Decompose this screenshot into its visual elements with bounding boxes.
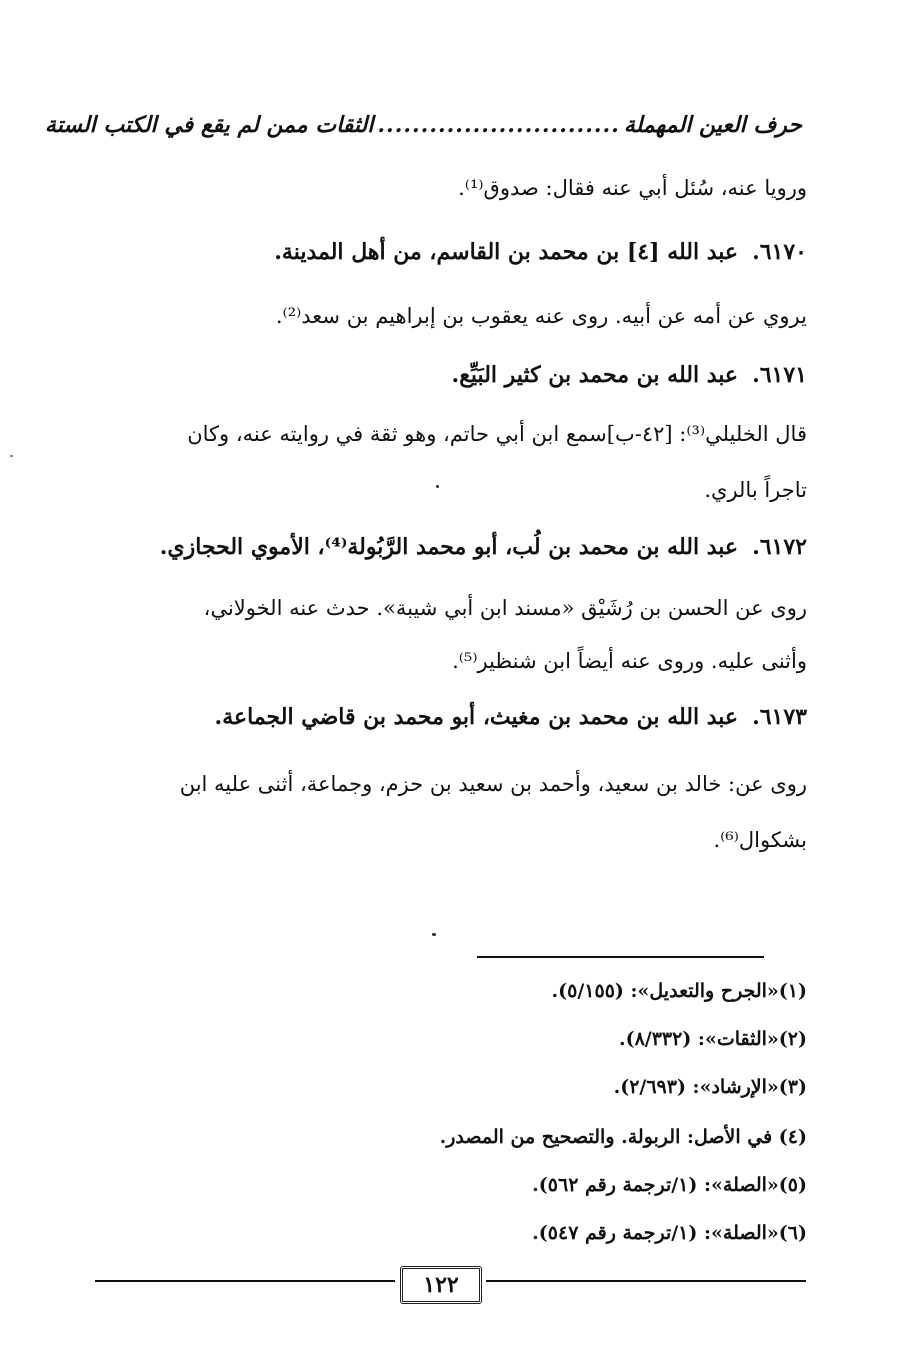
paragraph-6173-line1: روى عن: خالد بن سعيد، وأحمد بن سعيد بن حزم، وجماعة، أثنى عليه ابن <box>179 772 807 796</box>
entry-heading-6171 <box>110 355 807 395</box>
footnote-5: (٥)«الصلة»: (١/ترجمة رقم ٥٦٢). <box>532 1174 807 1196</box>
running-header <box>44 108 802 142</box>
entry-title: عبد الله بن محمد بن لُب، أبو محمد الرَّبُولة⁽⁴⁾، الأموي الحجازي. <box>159 534 739 560</box>
footnote-1: (١)«الجرح والتعديل»: (٥/١٥٥). <box>551 980 807 1002</box>
paragraph-6171-line1: قال الخليلي⁽³⁾: [٤٢-ب]سمع ابن أبي حاتم، وهو ثقة في روايته عنه، وكان <box>187 422 807 446</box>
entry-heading-6170 <box>110 232 807 272</box>
footer-rule-right <box>486 1280 806 1282</box>
paragraph-continuation: ورويا عنه، سُئل أبي عنه فقال: صدوق⁽¹⁾. <box>458 176 807 200</box>
footnote-3: (٣)«الإرشاد»: (٢/٦٩٣). <box>613 1076 807 1098</box>
entry-title: عبد الله [٤] بن محمد بن القاسم، من أهل المدينة. <box>274 239 739 265</box>
page-number: ١٢٢ <box>400 1266 482 1304</box>
footnote-2: (٢)«الثقات»: (٨/٣٣٢). <box>618 1028 807 1050</box>
scan-speck <box>10 455 13 457</box>
paragraph-6171-line2: تاجراً بالري. <box>704 478 807 502</box>
entry-heading-6172 <box>110 527 807 567</box>
entry-number: ٦١٧١. <box>752 362 807 388</box>
footnote-separator <box>477 956 764 958</box>
footnote-6: (٦)«الصلة»: (١/ترجمة رقم ٥٤٧). <box>532 1222 807 1244</box>
scan-speck <box>436 485 439 488</box>
paragraph-6173-line2: بشكوال⁽⁶⁾. <box>713 828 807 852</box>
entry-title: عبد الله بن محمد بن كثير البَيِّع. <box>451 362 739 388</box>
entry-number: ٦١٧٢. <box>752 534 807 560</box>
header-chapter-title: حرف العين المهملة <box>623 112 802 138</box>
entry-title: عبد الله بن محمد بن مغيث، أبو محمد بن قاضي الجماعة. <box>214 704 739 730</box>
footnote-4: (٤) في الأصل: الربولة. والتصحيح من المصدر. <box>439 1126 807 1148</box>
entry-number: ٦١٧٣. <box>752 704 807 730</box>
paragraph-6170: يروي عن أمه عن أبيه. روى عنه يعقوب بن إبراهيم بن سعد⁽²⁾. <box>275 304 807 328</box>
header-book-title: الثقات ممن لم يقع في الكتب الستة <box>44 112 374 138</box>
paragraph-6172-line1: روى عن الحسن بن رُشَيْق «مسند ابن أبي شيبة». حدث عنه الخولاني، <box>203 596 807 620</box>
header-dot-leader: ............................ <box>377 112 620 138</box>
entry-number: ٦١٧٠. <box>752 239 807 265</box>
paragraph-6172-line2: وأثنى عليه. وروى عنه أيضاً ابن شنظير⁽⁵⁾. <box>452 649 807 673</box>
footer-rule-left <box>95 1280 395 1282</box>
entry-heading-6173 <box>110 697 807 737</box>
scan-speck <box>432 933 436 936</box>
